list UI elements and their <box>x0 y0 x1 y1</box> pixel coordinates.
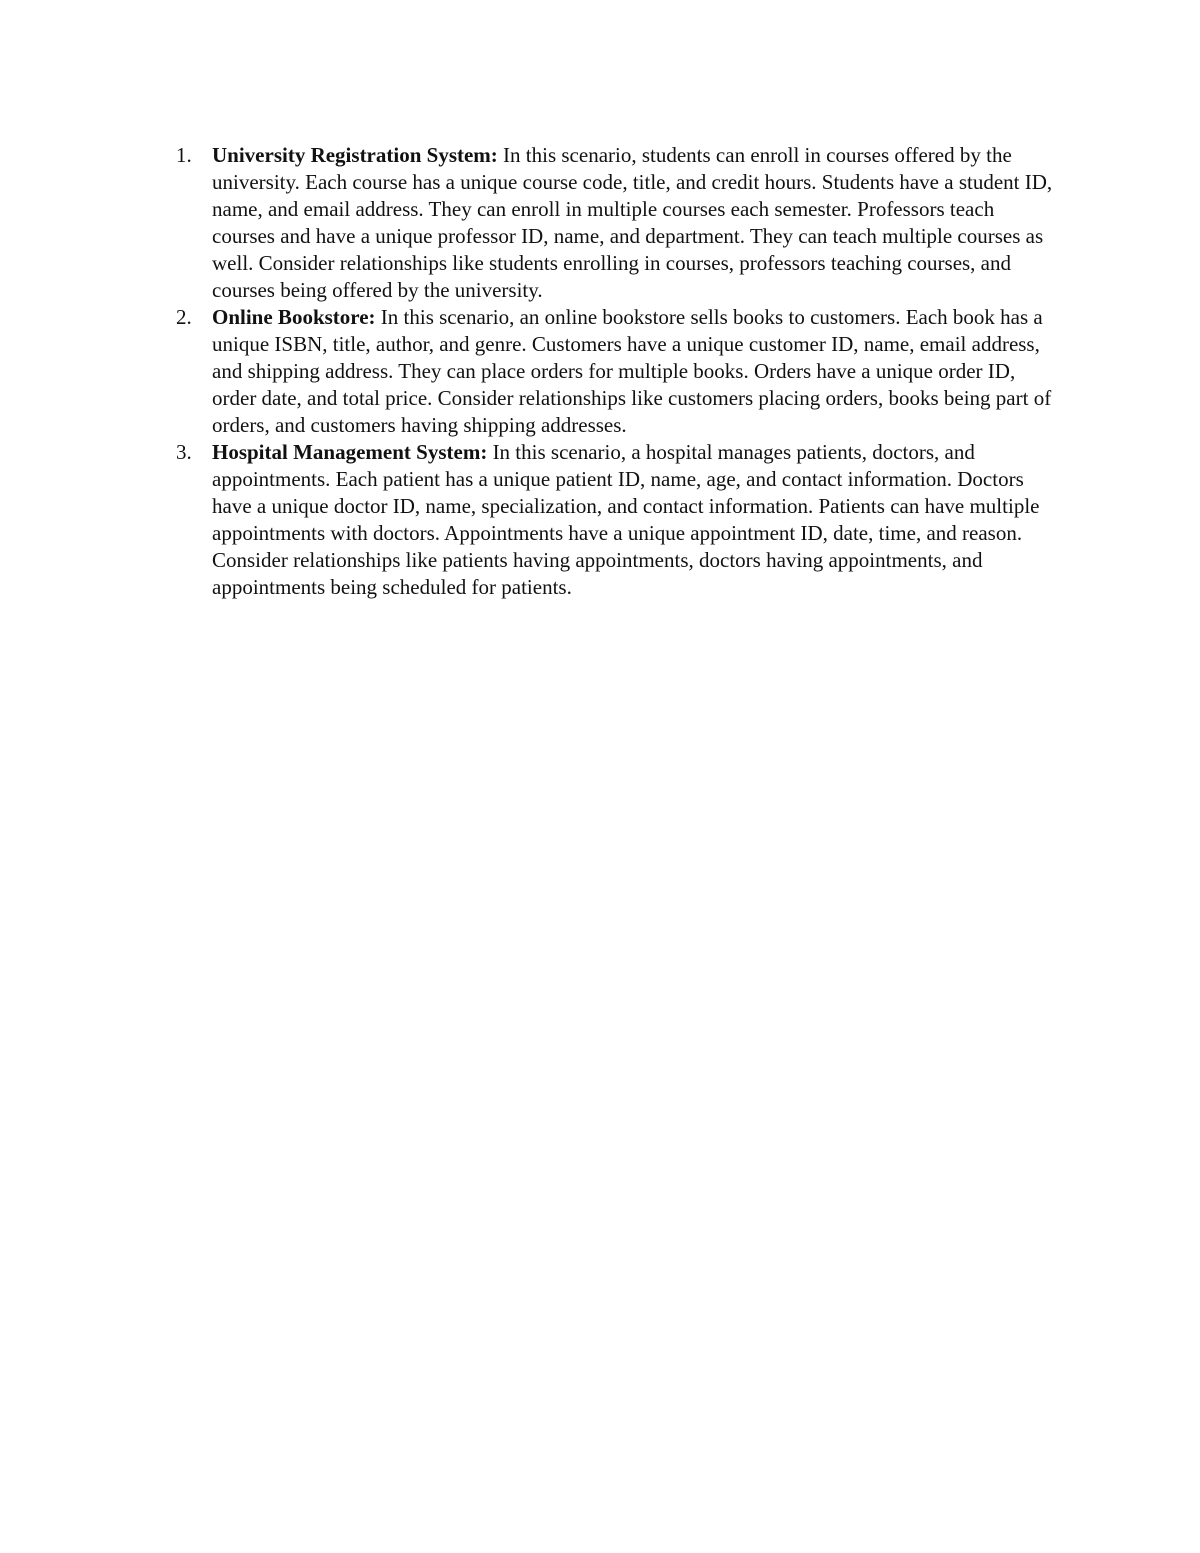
item-heading: Online Bookstore: <box>212 305 376 329</box>
item-text: In this scenario, students can enroll in courses offered by the university. Each course has a unique course code, title, and credit hours. Students have a student ID, name, and email address. They can enroll in multiple courses each semester. Professors teach courses and have a unique professor ID, name, and department. They can teach multiple courses as well. Consider relationships like students enrolling in courses, professors teaching courses, and courses being offered by the university. <box>212 143 1053 302</box>
list-number: 3. <box>176 440 192 464</box>
scenario-list <box>176 142 1062 601</box>
list-item-hospital <box>176 439 1062 601</box>
list-number: 2. <box>176 305 192 329</box>
item-text: In this scenario, an online bookstore sells books to customers. Each book has a unique ISBN, title, author, and genre. Customers have a unique customer ID, name, email address, and shipping address. They can place orders for multiple books. Orders have a unique order ID, order date, and total price. Consider relationships like customers placing orders, books being part of orders, and customers having shipping addresses. <box>212 305 1052 437</box>
list-item-university <box>176 142 1062 304</box>
list-number: 1. <box>176 143 192 167</box>
item-heading: University Registration System: <box>212 143 498 167</box>
item-text: In this scenario, a hospital manages patients, doctors, and appointments. Each patient has a unique patient ID, name, age, and contact information. Doctors have a unique doctor ID, name, specialization, and contact information. Patients can have multiple appointments with doctors. Appointments have a unique appointment ID, date, time, and reason. Consider relationships like patients having appointments, doctors having appointments, and appointments being scheduled for patients. <box>212 440 1040 599</box>
list-item-bookstore <box>176 304 1062 439</box>
item-heading: Hospital Management System: <box>212 440 488 464</box>
